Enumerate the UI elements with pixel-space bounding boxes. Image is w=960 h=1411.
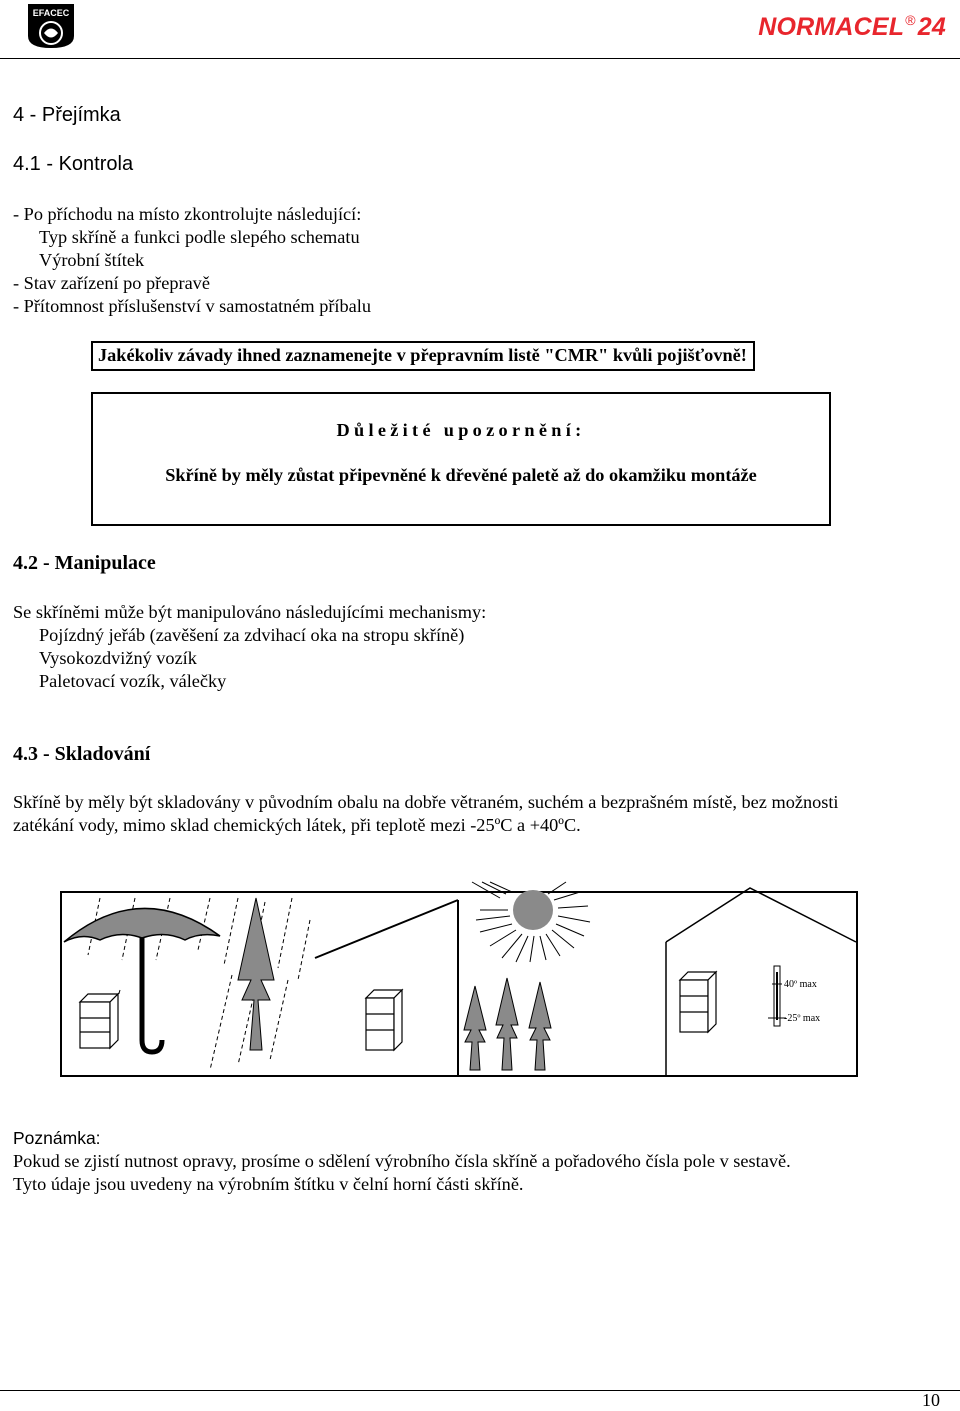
- section-title: 4 - Přejímka: [13, 104, 121, 126]
- brand-title: [758, 12, 946, 42]
- skladovani-line: zatékání vody, mimo sklad chemických látek, při teplotě mezi -25ºC a +40ºC.: [13, 815, 581, 835]
- thermo-min-label: -25º max: [784, 1013, 821, 1024]
- kontrola-line: - Po příchodu na místo zkontrolujte následující:: [13, 204, 362, 224]
- storage-illustration: [60, 880, 858, 1078]
- poznamka-line: Pokud se zjistí nutnost opravy, prosíme o sdělení výrobního čísla skříně a pořadového čísla pole v sestavě.: [13, 1151, 791, 1171]
- skladovani-text: [13, 791, 839, 837]
- arrows-up-icon: [464, 978, 551, 1070]
- kontrola-line: - Stav zařízení po přepravě: [13, 273, 210, 293]
- poznamka-title: Poznámka:: [13, 1128, 101, 1148]
- cabinet-icon: [80, 994, 118, 1048]
- manipulace-title: 4.2 - Manipulace: [13, 552, 156, 574]
- notice-title: Důležité upozornění:: [336, 420, 586, 440]
- thermo-max-label: 40º max: [784, 979, 817, 990]
- efacec-logo: [26, 2, 76, 50]
- poznamka-line: Tyto údaje jsou uvedeny na výrobním štítku v čelní horní části skříně.: [13, 1174, 524, 1194]
- cmr-warning: Jakékoliv závady ihned zaznamenejte v přepravním listě "CMR" kvůli pojišťovně!: [91, 341, 755, 371]
- manipulace-list: [13, 601, 486, 693]
- skladovani-line: Skříně by měly být skladovány v původním obalu na dobře větraném, suchém a bezprašném místě, bez možnosti: [13, 792, 839, 812]
- logo-text: EFACEC: [32, 8, 70, 18]
- kontrola-line: - Přítomnost příslušenství v samostatném příbalu: [13, 296, 371, 316]
- manipulace-line: Se skříněmi může být manipulováno následujícími mechanismy:: [13, 602, 487, 622]
- cabinet-icon: [366, 990, 402, 1050]
- kontrola-line: Výrobní štítek: [39, 250, 145, 270]
- notice-box: [91, 392, 831, 526]
- brand-name: NORMACEL: [758, 13, 905, 41]
- manipulace-line: Paletovací vozík, válečky: [39, 671, 227, 691]
- notice-text: Skříně by měly zůstat připevněné k dřevěné paletě až do okamžiku montáže: [165, 465, 757, 485]
- kontrola-title: 4.1 - Kontrola: [13, 153, 134, 175]
- registered-mark: ®: [905, 12, 916, 28]
- cabinet-icon: [680, 972, 716, 1032]
- poznamka-text: [13, 1150, 791, 1196]
- page-number: 10: [922, 1390, 940, 1410]
- kontrola-line: Typ skříně a funkci podle slepého schematu: [39, 227, 360, 247]
- arrow-up-icon: [238, 898, 274, 1050]
- footer-rule: [0, 1390, 960, 1391]
- brand-model: 24: [917, 13, 946, 41]
- sun-icon: [472, 882, 590, 962]
- manipulace-line: Pojízdný jeřáb (zavěšení za zdvihací oka na stropu skříně): [39, 625, 465, 645]
- header-rule: [0, 58, 960, 59]
- manipulace-line: Vysokozdvižný vozík: [39, 648, 197, 668]
- kontrola-list: [13, 203, 371, 318]
- skladovani-title: 4.3 - Skladování: [13, 743, 151, 765]
